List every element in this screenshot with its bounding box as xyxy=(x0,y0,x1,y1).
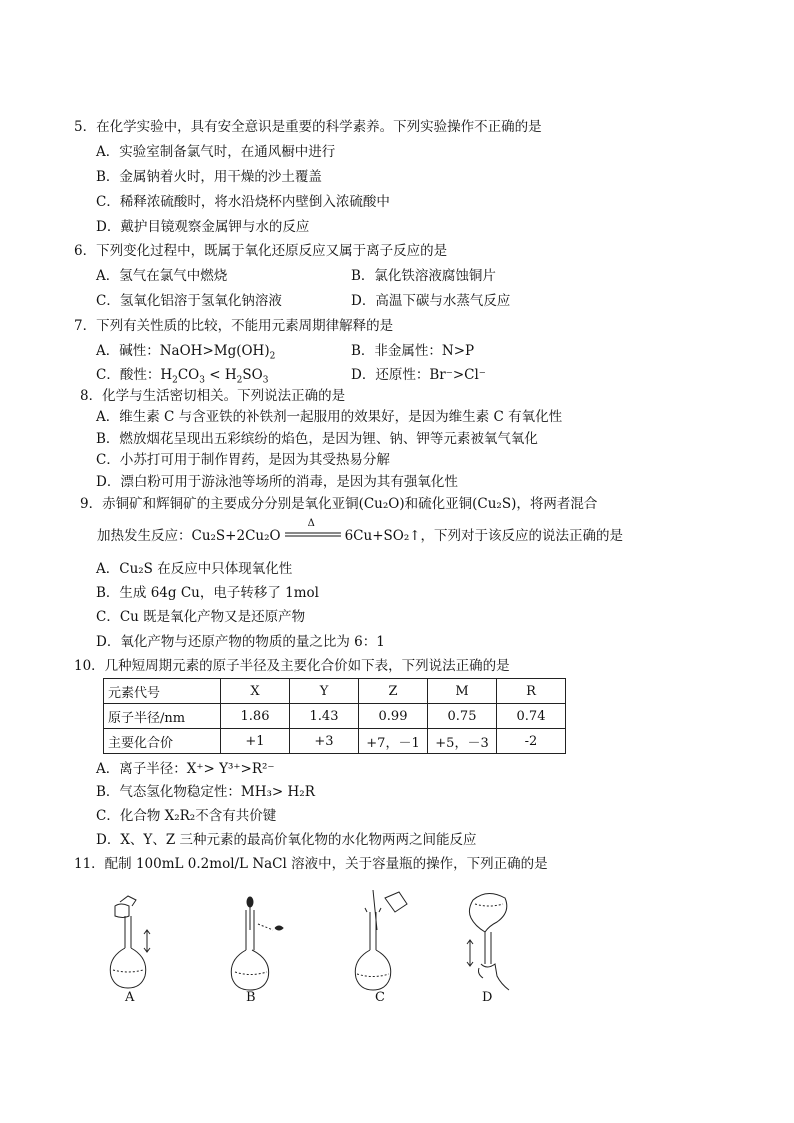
q10-stem: 10．几种短周期元素的原子半径及主要化合价如下表，下列说法正确的是 xyxy=(74,658,510,674)
q7-option-d: D．还原性：Br⁻>Cl⁻ xyxy=(351,367,486,383)
table-cell: 0.99 xyxy=(359,704,428,729)
table-cell: 0.75 xyxy=(428,704,497,729)
figure-label-a: A xyxy=(125,990,135,1005)
q5-option-b: B．金属钠着火时，用干燥的沙土覆盖 xyxy=(96,169,322,185)
table-cell: X xyxy=(221,679,290,704)
figure-a-flask-icon xyxy=(110,896,150,988)
table-cell: Z xyxy=(359,679,428,704)
figure-label-c: C xyxy=(375,990,385,1005)
table-cell: 1.43 xyxy=(290,704,359,729)
q7-c-sub3: 2 xyxy=(236,375,243,386)
table-cell: 1.86 xyxy=(221,704,290,729)
q9-reaction-arrow xyxy=(281,518,345,545)
q7-stem: 7．下列有关性质的比较，不能用元素周期律解释的是 xyxy=(74,318,394,334)
q10-option-c: C．化合物 X₂R₂不含有共价键 xyxy=(96,808,277,824)
table-cell: -2 xyxy=(497,729,566,754)
table-row xyxy=(104,704,566,729)
volumetric-flask-figures xyxy=(95,890,535,1005)
figure-d-flask-icon xyxy=(467,893,509,990)
table-cell: 主要化合价 xyxy=(104,729,221,754)
figure-label-d: D xyxy=(482,990,493,1005)
q7-a-text: A．碱性：NaOH>Mg(OH) xyxy=(96,343,270,359)
figure-c-flask-icon xyxy=(355,890,407,990)
q6-option-d: D．高温下碳与水蒸气反应 xyxy=(351,293,511,309)
equals-sign-icon xyxy=(281,527,345,545)
q7-c-sub4: 3 xyxy=(262,375,269,386)
q7-c-text3: < H xyxy=(204,367,237,383)
q9-heat-condition: Δ xyxy=(307,518,315,529)
table-cell: Y xyxy=(290,679,359,704)
q5-option-d: D．戴护目镜观察金属钾与水的反应 xyxy=(96,219,310,235)
q8-option-d: D．漂白粉可用于游泳池等场所的消毒，是因为其有强氧化性 xyxy=(96,474,458,490)
q8-option-a: A．维生素 C 与含亚铁的补铁剂一起服用的效果好，是因为维生素 C 有氧化性 xyxy=(96,409,563,425)
q8-stem: 8．化学与生活密切相关。下列说法正确的是 xyxy=(80,388,346,404)
q10-option-b: B．气态氢化物稳定性：MH₃> H₂R xyxy=(96,784,315,800)
q9-option-c: C．Cu 既是氧化产物又是还原产物 xyxy=(96,609,306,625)
q6-option-b: B．氯化铁溶液腐蚀铜片 xyxy=(351,268,496,284)
q7-c-sub2: 3 xyxy=(199,375,205,386)
q6-option-a: A．氢气在氯气中燃烧 xyxy=(96,268,228,284)
q5-stem: 5．在化学实验中，具有安全意识是重要的科学素养。下列实验操作不正确的是 xyxy=(74,119,542,135)
figure-b-flask-icon xyxy=(231,897,283,990)
table-row xyxy=(104,729,566,754)
table-cell: R xyxy=(497,679,566,704)
q9-option-a: A．Cu₂S 在反应中只体现氧化性 xyxy=(96,561,293,577)
element-table xyxy=(103,678,566,754)
table-cell: M xyxy=(428,679,497,704)
q9-stem-line2 xyxy=(97,518,624,545)
table-cell: 元素代号 xyxy=(104,679,221,704)
table-row xyxy=(104,679,566,704)
q10-option-d: D．X、Y、Z 三种元素的最高价氧化物的水化物两两之间能反应 xyxy=(96,832,477,848)
q7-c-text4: SO xyxy=(242,367,263,383)
q7-option-a xyxy=(96,342,275,360)
table-cell: 0.74 xyxy=(497,704,566,729)
q9-stem-line1: 9．赤铜矿和辉铜矿的主要成分分别是氧化亚铜(Cu₂O)和硫化亚铜(Cu₂S)，将两者混合 xyxy=(80,496,598,512)
q7-c-sub1: 2 xyxy=(172,375,178,386)
table-cell: +3 xyxy=(290,729,359,754)
table-cell: +5，－3 xyxy=(428,729,497,754)
q9-option-b: B．生成 64g Cu，电子转移了 1mol xyxy=(96,585,319,601)
q7-option-b: B．非金属性：N>P xyxy=(351,343,475,359)
q9-equation-right: 6Cu+SO₂↑，下列对于该反应的说法正确的是 xyxy=(344,528,624,544)
q9-equation-left: 加热发生反应：Cu₂S+2Cu₂O xyxy=(97,528,281,544)
table-cell: +7，－1 xyxy=(359,729,428,754)
q11-stem: 11．配制 100mL 0.2mol/L NaCl 溶液中，关于容量瓶的操作，下列正确的是 xyxy=(74,856,548,872)
q7-c-text: C．酸性：H xyxy=(96,367,173,383)
q5-option-a: A．实验室制备氯气时，在通风橱中进行 xyxy=(96,144,336,160)
table-cell: +1 xyxy=(221,729,290,754)
q7-option-c xyxy=(96,366,268,384)
q9-option-d: D．氧化产物与还原产物的物质的量之比为 6：1 xyxy=(96,634,385,650)
q6-option-c: C．氢氧化铝溶于氢氧化钠溶液 xyxy=(96,293,282,309)
q7-a-sub: 2 xyxy=(269,351,276,362)
figure-label-b: B xyxy=(246,990,256,1005)
q8-option-c: C．小苏打可用于制作胃药，是因为其受热易分解 xyxy=(96,452,390,468)
q10-option-a: A．离子半径：X⁺> Y³⁺>R²⁻ xyxy=(96,761,275,777)
q8-option-b: B．燃放烟花呈现出五彩缤纷的焰色，是因为锂、钠、钾等元素被氧气氧化 xyxy=(96,431,538,447)
table-cell: 原子半径/nm xyxy=(104,704,221,729)
q7-c-text2: CO xyxy=(177,367,200,383)
q5-option-c: C．稀释浓硫酸时，将水沿烧杯内壁倒入浓硫酸中 xyxy=(96,194,390,210)
q6-stem: 6．下列变化过程中，既属于氧化还原反应又属于离子反应的是 xyxy=(74,243,448,259)
